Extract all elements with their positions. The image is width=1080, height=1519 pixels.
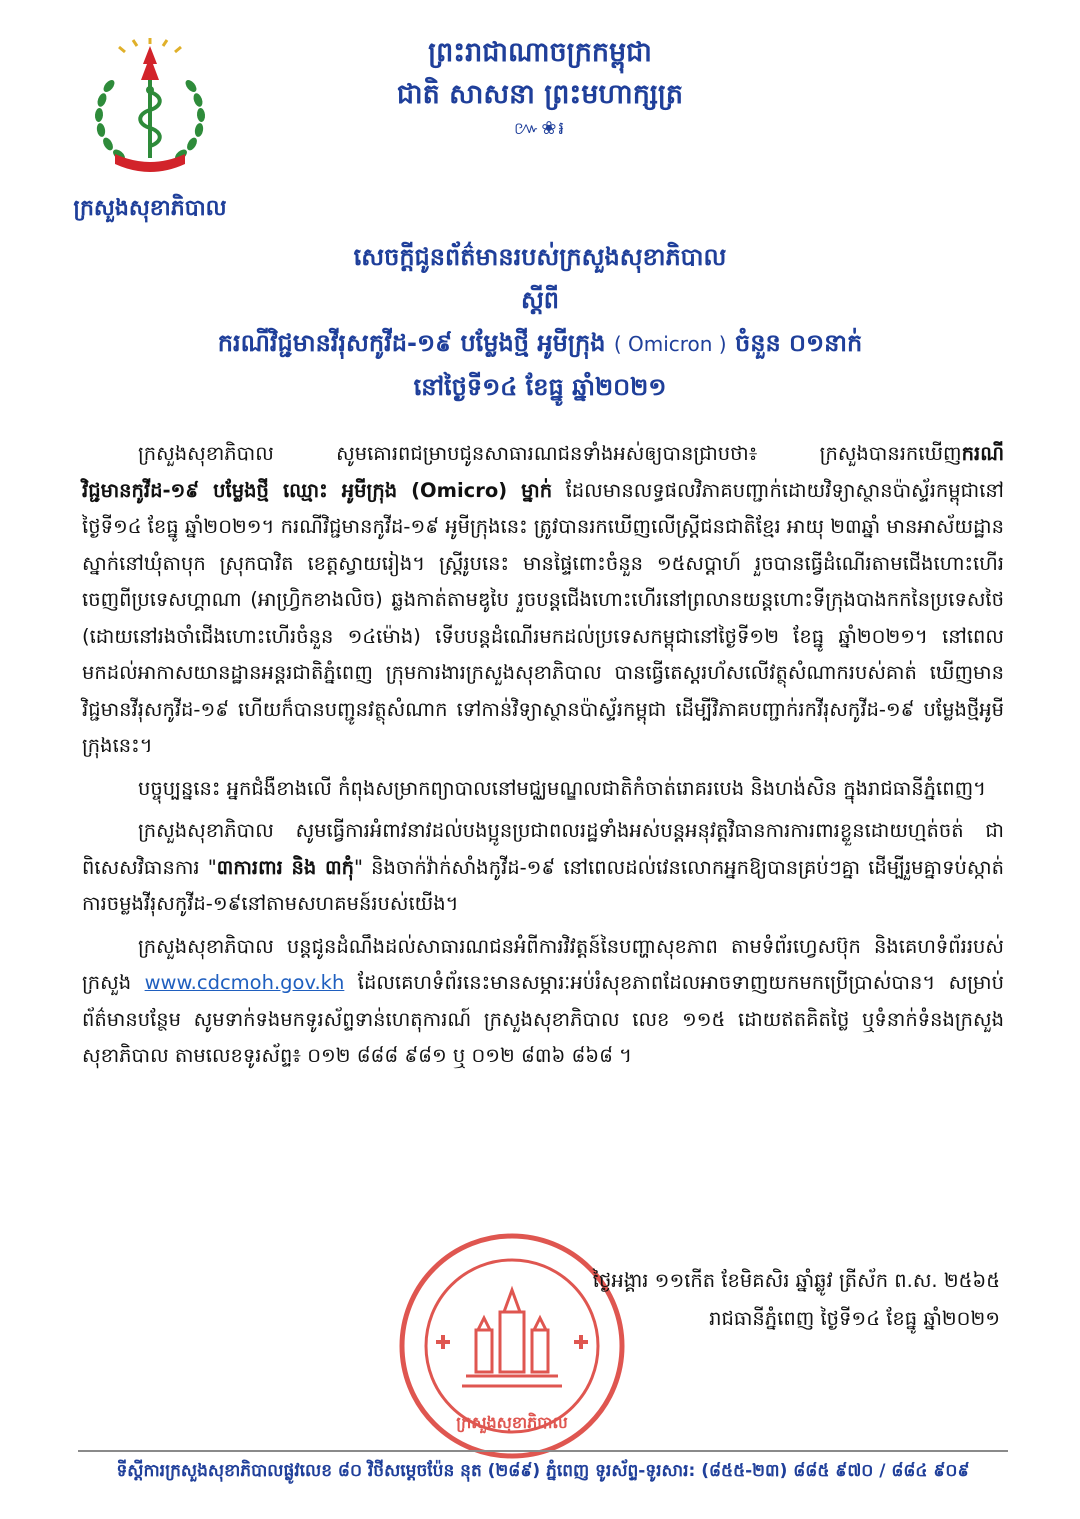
paragraph-3-highlight: ៣ការពារ និង ៣កុំ xyxy=(216,855,355,879)
title-line-1: សេចក្តីជូនព័ត៌មានរបស់ក្រសួងសុខាភិបាល xyxy=(353,243,727,271)
paragraph-1 xyxy=(82,436,1004,765)
announcement-title xyxy=(80,236,1000,409)
title-line-4: នៅថ្ងៃទី១៤ ខែធ្នូ ឆ្នាំ២០២១ xyxy=(413,373,667,401)
paragraph-3-rest: " និងចាក់វ៉ាក់សាំងកូវីដ-១៩ នៅពេលដល់វេនលោកអ្នកឱ្យបានគ្រប់ៗគ្នា ដើម្បីរួមគ្នាទប់ស្កាត់ការចម្លងវីរុសកូវីដ-១៩នៅតាមសហគមន៍របស់យើង។ xyxy=(82,855,1004,915)
announcement-body xyxy=(82,436,1004,1081)
lunar-date: ថ្ងៃអង្គារ ១១កើត ខែមិគសិរ ឆ្នាំឆ្លូវ ត្រីស័ក ព.ស. ២៥៦៥ xyxy=(592,1269,1000,1292)
footer-divider xyxy=(78,1450,1008,1452)
ministry-logo-block xyxy=(50,36,250,226)
seal-ministry-text: ក្រសួងសុខាភិបាល xyxy=(456,1413,568,1432)
paragraph-4 xyxy=(82,929,1004,1075)
paragraph-1-highlight: ករណីវិជ្ជមានកូវីដ-១៩ បម្លែងថ្មី ឈ្មោះ អូមីក្រុង (Omicro) ម្នាក់ xyxy=(82,442,1004,502)
kingdom-name: ព្រះរាជាណាចក្រកម្ពុជា xyxy=(428,37,652,68)
ministry-name-label: ក្រសួងសុខាភិបាល xyxy=(73,196,227,221)
ornament-divider-icon: ៚❀៛ xyxy=(513,118,567,139)
ministry-of-health-emblem-icon xyxy=(75,36,225,186)
footer-address: ទីស្តីការក្រសួងសុខាភិបាលផ្លូវលេខ ៨០ វិថីសម្ដេចប៉ែន នុត (២៨៩) ភ្នំពេញ ទូរស័ព្ទ-ទូរសារ: (៨៥៥-២៣) ៨៨៥ ៩៧០ / ៨៨៤ ៩០៩ xyxy=(116,1461,970,1481)
paragraph-4-rest: ដែលគេហទំព័រនេះមានសម្ភារៈអប់រំសុខភាពដែលអាចទាញយកមកប្រើប្រាស់បាន។ សម្រាប់ព័ត៌មានបន្ថែម សូមទាក់ទងមកទូរស័ព្ទទាន់ហេតុការណ៍ ក្រសួងសុខាភិបាល លេខ ១១៥ ដោយឥតគិតថ្លៃ ឬទំនាក់ទំនងក្រសួងសុខាភិបាល តាមលេខទូរស័ព្ទ៖ ០១២ ៨៨៨ ៩៨១ ឬ ០១២ ៨៣៦ ៨៦៨ ។ xyxy=(82,971,1004,1067)
title-line-3-count: ចំនួន ០១នាក់ xyxy=(734,329,863,357)
signature-date-block xyxy=(593,1262,1000,1338)
paragraph-3-intro: ក្រសួងសុខាភិបាល សូមធ្វើការអំពាវនាវដល់បងប្អូនប្រជាពលរដ្ឋទាំងអស់បន្តអនុវត្តវិធានការការពារខ្លួនដោយហ្មត់ចត់ ជាពិសេសវិធានការ " xyxy=(82,819,1004,879)
website-link[interactable]: www.cdcmoh.gov.kh xyxy=(144,971,345,994)
paragraph-1-intro: ក្រសួងសុខាភិបាល សូមគោរពជម្រាបជូនសាធារណជនទាំងអស់ឲ្យបានជ្រាបថា៖ ក្រសួងបានរកឃើញ xyxy=(138,442,962,465)
paragraph-3 xyxy=(82,813,1004,923)
city-date: រាជធានីភ្នំពេញ ថ្ងៃទី១៤ ខែធ្នូ ឆ្នាំ២០២១ xyxy=(709,1307,1000,1330)
paragraph-4-intro: ក្រសួងសុខាភិបាល បន្តជូនដំណឹងដល់សាធារណជនអំពីការវិវត្តន៍នៃបញ្ហាសុខភាព តាមទំព័រហ្វេសប៊ុក និងគេហទំព័ររបស់ក្រសួង xyxy=(82,934,1004,994)
title-line-2: ស្តីពី xyxy=(520,286,560,314)
national-motto: ជាតិ សាសនា ព្រះមហាក្សត្រ xyxy=(396,79,684,110)
paragraph-1-details: ដែលមានលទ្ធផលវិភាគបញ្ជាក់ដោយវិទ្យាស្ថានប៉ាស្ទ័រកម្ពុជានៅថ្ងៃទី១៤ ខែធ្នូ ឆ្នាំ២០២១។ ករណីវិជ្ជមានកូវីដ-១៩ អូមីក្រុងនេះ ត្រូវបានរកឃើញលើស្ត្រីជនជាតិខ្មែរ អាយុ ២៣ឆ្នាំ មានអាស័យដ្ឋានស្នាក់នៅឃុំតាបុក ស្រុកបាវិត ខេត្តស្វាយរៀង។ ស្ត្រីរូបនេះ មានផ្ទៃពោះចំនួន ១៥សប្តាហ៍ រួចបានធ្វើដំណើរតាមជើងហោះហើរចេញពីប្រទេសហ្គាណា (អាហ្វ្រិកខាងលិច) ឆ្លងកាត់តាមឌូបៃ រួចបន្តជើងហោះហើរនៅព្រលានយន្តហោះទីក្រុងបាងកកនៃប្រទេសថៃ (ដោយនៅរងចាំជើងហោះហើរចំនួន ១៤ម៉ោង) ទើបបន្តដំណើរមកដល់ប្រទេសកម្ពុជានៅថ្ងៃទី១២ ខែធ្នូ ឆ្នាំ២០២១។ នៅពេលមកដល់អាកាសយានដ្ឋានអន្តរជាតិភ្នំពេញ ក្រុមការងារក្រសួងសុខាភិបាល បានធ្វើតេស្តរហ័សលើវត្ថុសំណាករបស់គាត់ ឃើញមានវិជ្ជមានវីរុសកូវីដ-១៩ ហើយក៏បានបញ្ជូនវត្ថុសំណាក ទៅកាន់វិទ្យាស្ថានប៉ាស្ទ័រកម្ពុជា ដើម្បីវិភាគបញ្ជាក់រកវីរុសកូវីដ-១៩ បម្លែងថ្មីអូមីក្រុងនេះ។ xyxy=(82,478,1004,757)
title-omicron-latin: ( Omicron ) xyxy=(613,332,727,356)
kingdom-motto xyxy=(330,32,750,142)
title-line-3 xyxy=(80,322,1000,366)
paragraph-2: បច្ចុប្បន្ននេះ អ្នកជំងឺខាងលើ កំពុងសម្រាកព្យាបាលនៅមជ្ឈមណ្ឌលជាតិកំចាត់រោគរបេង និងហង់សិន ក្នុងរាជធានីភ្នំពេញ។ xyxy=(138,776,987,800)
title-line-3-main: ករណីវិជ្ជមានវីរុសកូវីដ-១៩ បម្លែងថ្មី អូមីក្រុង xyxy=(217,329,606,357)
